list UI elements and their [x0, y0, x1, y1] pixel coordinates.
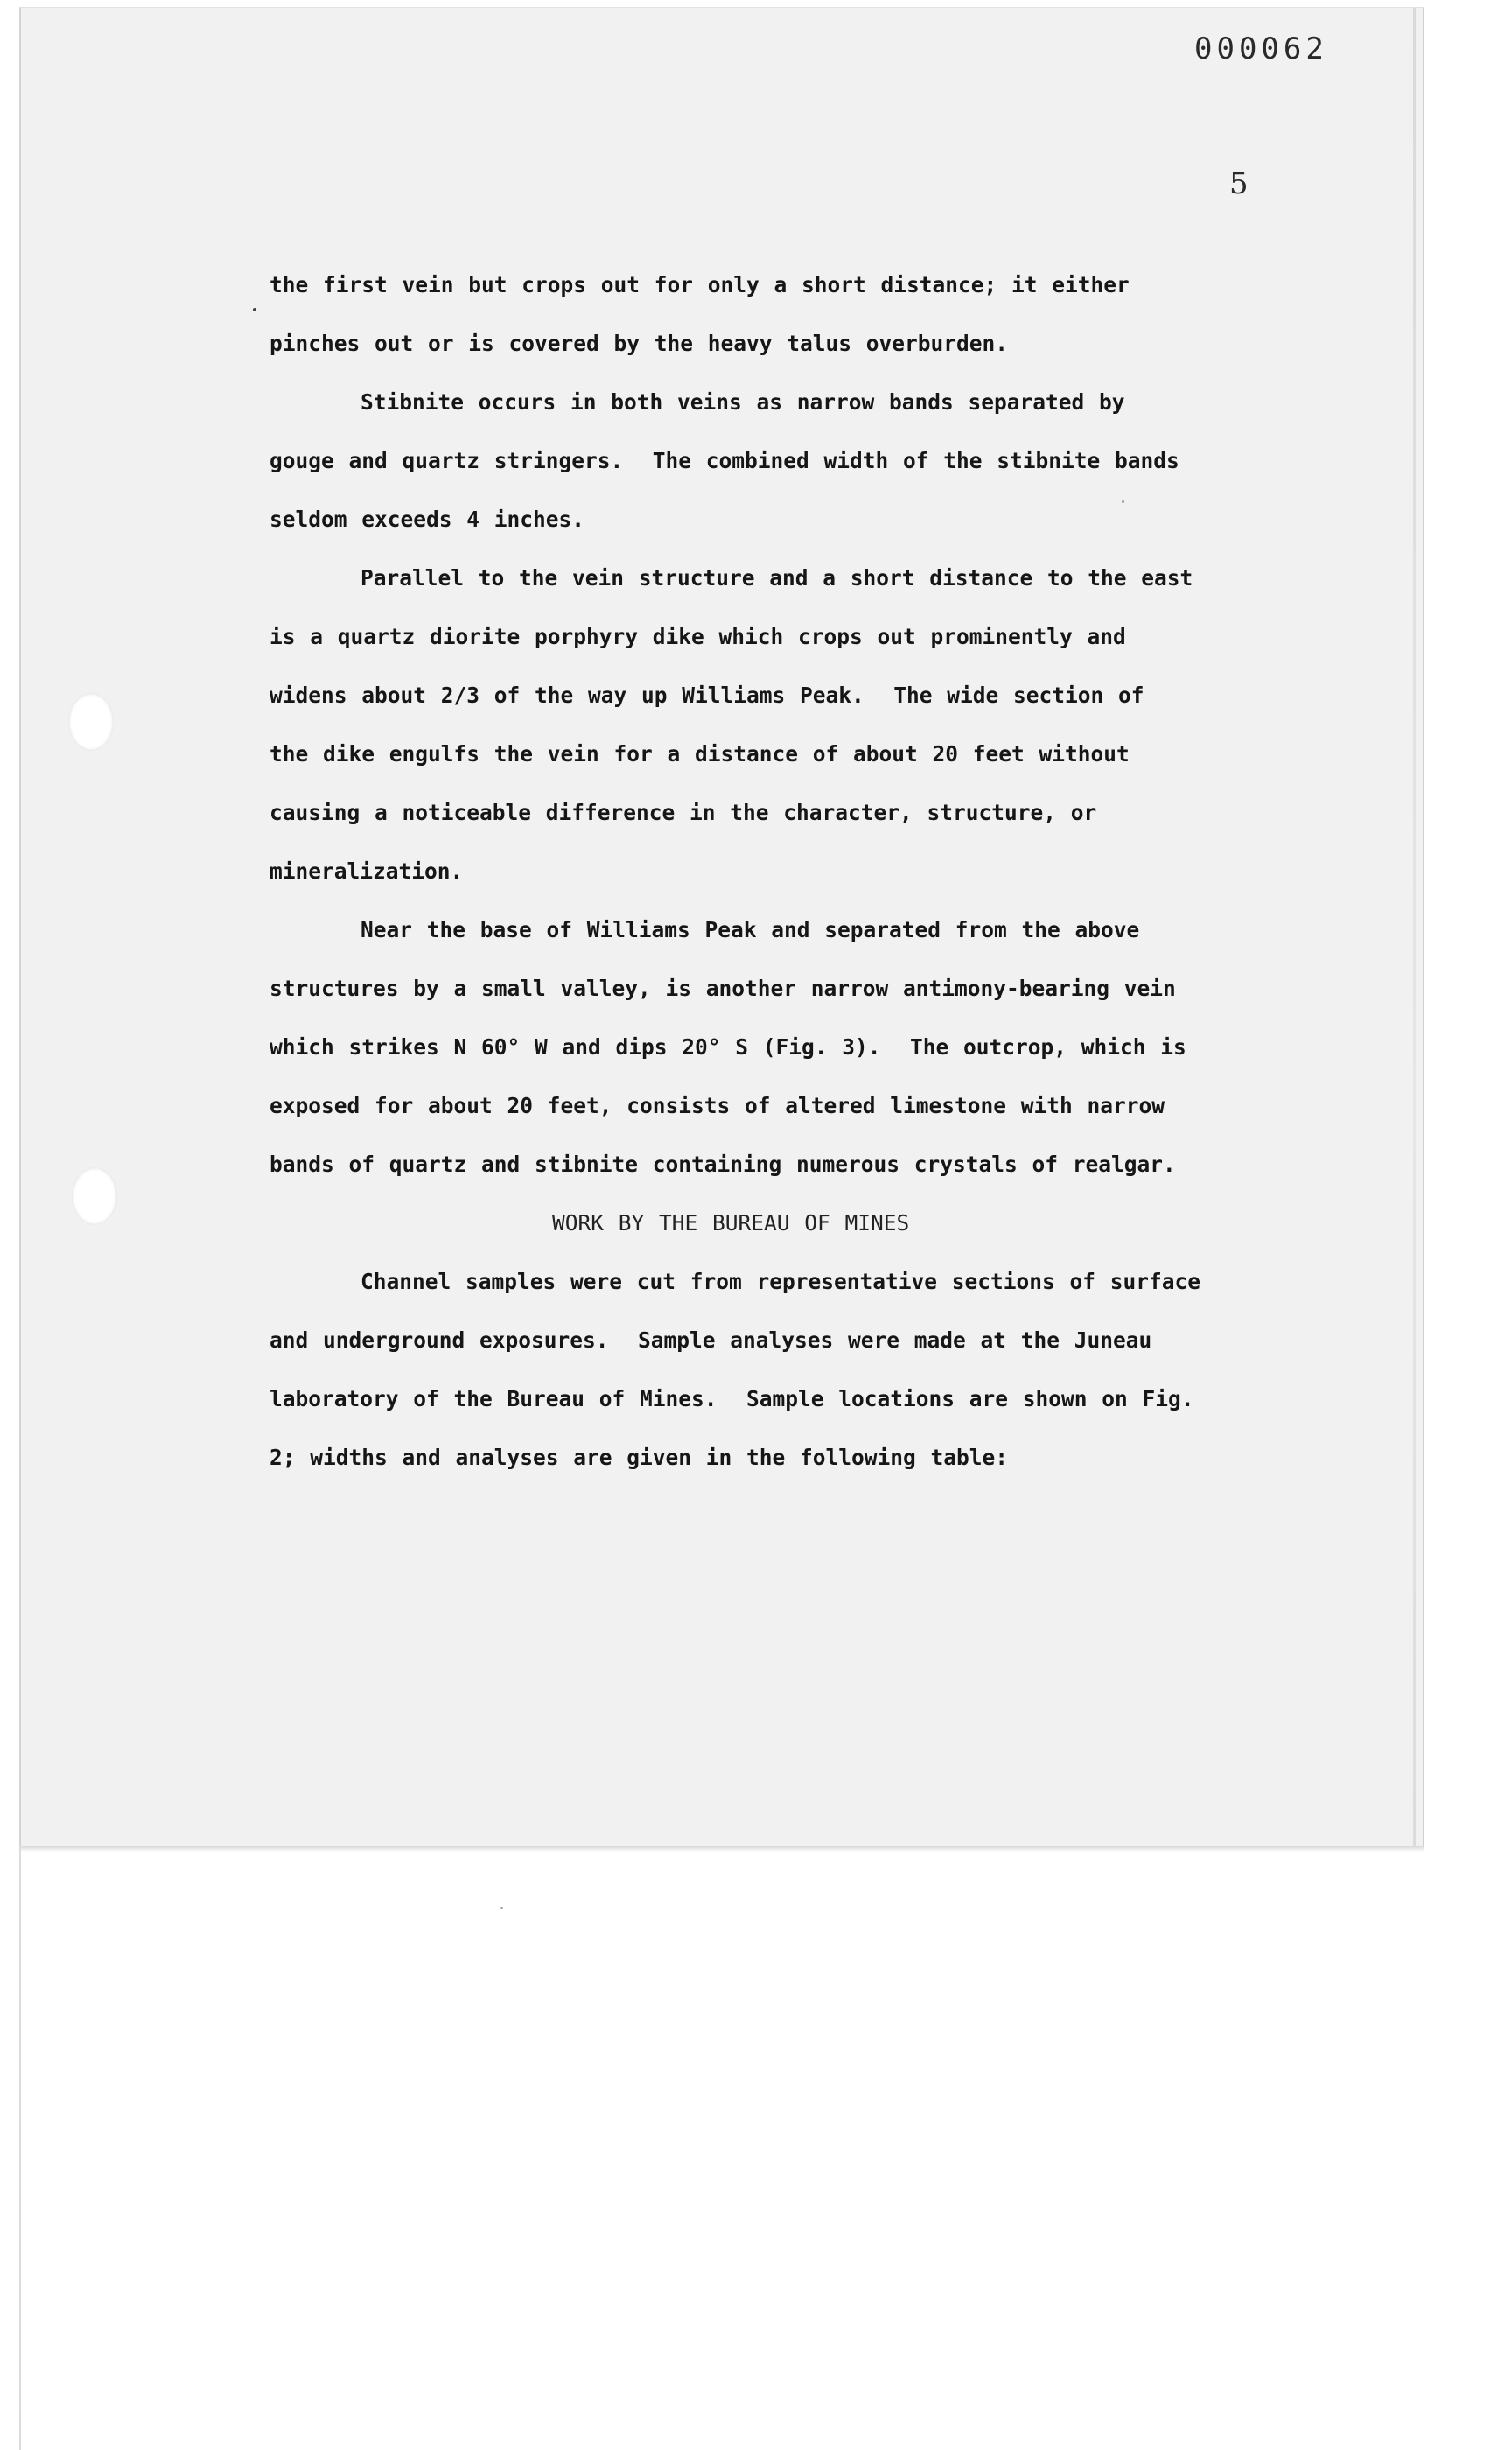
text-line: which strikes N 60° W and dips 20° S (Fig. 3). The outcrop, which is	[270, 1034, 1186, 1060]
body-text	[270, 256, 1298, 1487]
text-line: pinches out or is covered by the heavy talus overburden.	[270, 331, 1009, 356]
paragraph-start-line: Channel samples were cut from representative sections of surface	[360, 1269, 1201, 1294]
text-line: gouge and quartz stringers. The combined width of the stibnite bands	[270, 448, 1180, 473]
text-line: seldom exceeds 4 inches.	[270, 507, 585, 532]
text-line: 2; widths and analyses are given in the following table:	[270, 1445, 1009, 1470]
text-line: exposed for about 20 feet, consists of altered limestone with narrow	[270, 1093, 1166, 1118]
punch-hole-upper	[68, 693, 114, 751]
paragraph-start-line: Parallel to the vein structure and a short distance to the east	[360, 565, 1194, 591]
paragraph-start-line: Stibnite occurs in both veins as narrow bands separated by	[360, 389, 1125, 415]
text-line: bands of quartz and stibnite containing numerous crystals of realgar.	[270, 1152, 1176, 1177]
text-line: laboratory of the Bureau of Mines. Sample locations are shown on Fig.	[270, 1386, 1194, 1411]
text-line: and underground exposures. Sample analyses were made at the Juneau	[270, 1327, 1152, 1353]
text-line: widens about 2/3 of the way up Williams Peak. The wide section of	[270, 682, 1144, 708]
text-line: is a quartz diorite porphyry dike which crops out prominently and	[270, 624, 1126, 649]
stray-mark	[253, 308, 256, 312]
text-line: causing a noticeable difference in the character, structure, or	[270, 800, 1097, 825]
page-number: 5	[1229, 166, 1249, 201]
document-number: 000062	[1194, 32, 1328, 66]
section-heading: WORK BY THE BUREAU OF MINES	[552, 1210, 910, 1236]
scan-speck	[500, 1907, 503, 1909]
text-line: the first vein but crops out for only a short distance; it either	[270, 272, 1130, 298]
paragraph-start-line: Near the base of Williams Peak and separated from the above	[360, 917, 1140, 942]
punch-hole-lower	[72, 1167, 117, 1225]
page-edge-strip	[19, 1846, 21, 2450]
page-edge-shadow	[19, 1846, 1424, 1852]
text-line: the dike engulfs the vein for a distance of about 20 feet without	[270, 741, 1130, 766]
text-line: mineralization.	[270, 858, 464, 884]
text-line: structures by a small valley, is another narrow antimony-bearing vein	[270, 976, 1176, 1001]
